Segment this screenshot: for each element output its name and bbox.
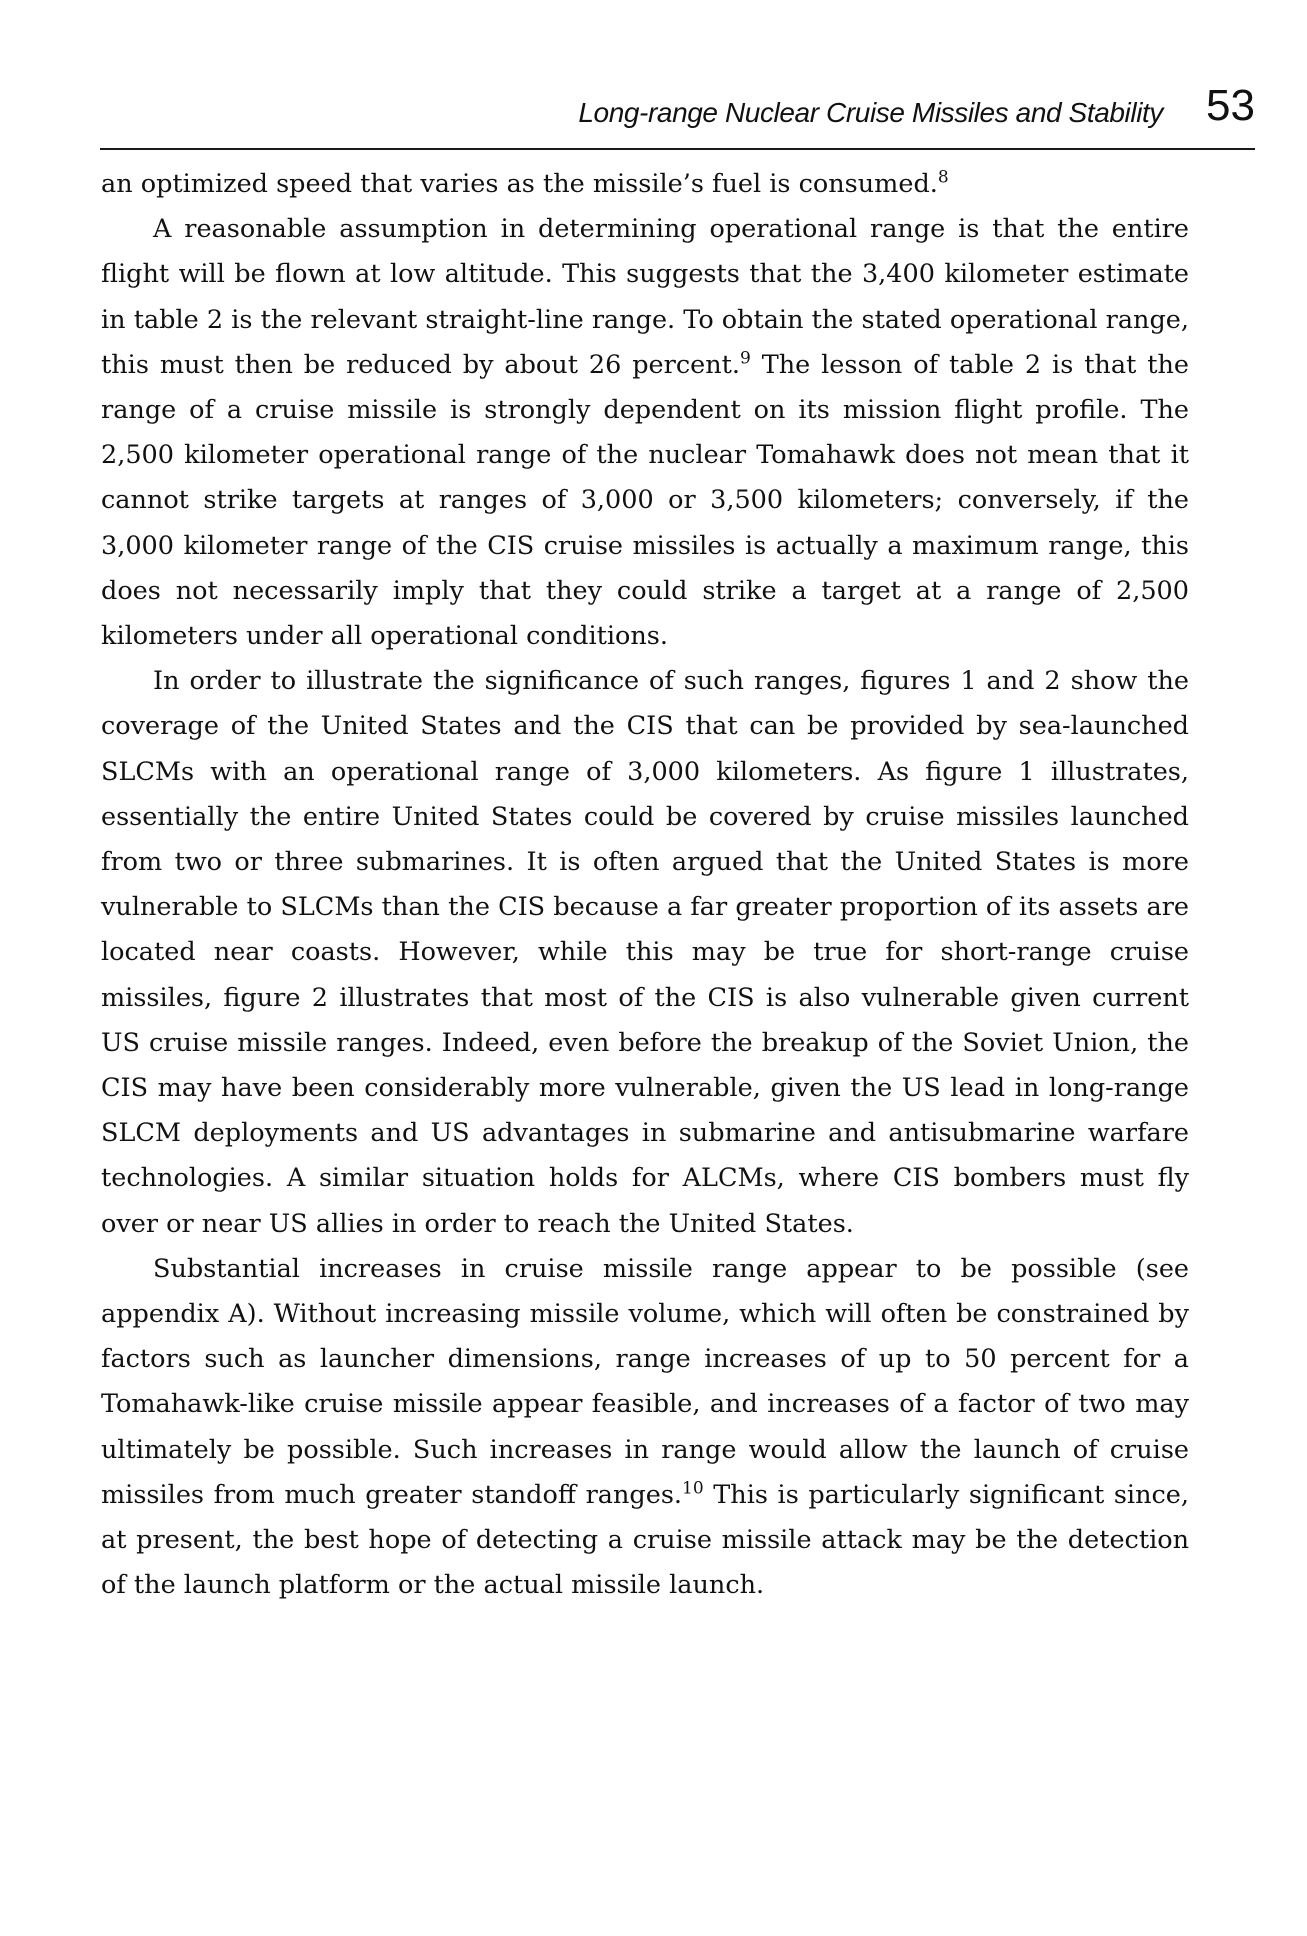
paragraph-operational-range [101, 207, 1189, 659]
text-segment: In order to illustrate the significance of such ranges, figures 1 and 2 show the coverage of the United States and the CIS that can be provided by sea-launched SLCMs with an operational range of 3,000 kilometers. As figure 1 illustrates, essentially the entire United States could be covered by cruise missiles launched from two or three submarines. It is often argued that the United States is more vulnerable to SLCMs than the CIS because a far greater proportion of its assets are located near coasts. However, while this may be true for short-range cruise missiles, figure 2 illustrates that most of the CIS is also vulnerable given current US cruise missile ranges. Indeed, even before the breakup of the Soviet Union, the CIS may have been considerably more vulnerable, given the US lead in long-range SLCM deployments and US advantages in submarine and antisubmarine warfare technologies. A similar situation holds for ALCMs, where CIS bombers must fly over or near US allies in order to reach the United States. [101, 666, 1189, 1239]
running-title: Long-range Nuclear Cruise Missiles and Stability [578, 97, 1163, 128]
paragraph-coverage [101, 659, 1189, 1247]
text-segment: The lesson of table 2 is that the range of a cruise missile is strongly dependent on its mission flight profile. The 2,500 kilometer operational range of the nuclear Tomahawk does not mean that it cannot strike targets at ranges of 3,000 or 3,500 kilometers; conversely, if the 3,000 kilometer range of the CIS cruise missiles is actually a maximum range, this does not necessarily imply that they could strike a target at a range of 2,500 kilometers under all operational conditions. [101, 349, 1189, 652]
paragraph-continuation [101, 162, 1189, 207]
footnote-ref-10: 10 [682, 1478, 704, 1499]
running-header [100, 81, 1255, 150]
text-segment: Substantial increases in cruise missile range appear to be possible (see appendix A). Without increasing missile volume, which will often be constrained by factors such as launcher dimensions, range increases of up to 50 percent for a Tomahawk-like cruise missile appear feasible, and increases of a factor of two may ultimately be possible. Such increases in range would allow the launch of cruise missiles from much greater standoff ranges. [101, 1253, 1189, 1510]
text-segment: an optimized speed that varies as the missile’s fuel is consumed. [101, 169, 938, 199]
footnote-ref-9: 9 [739, 348, 751, 369]
text-segment: This is particularly significant since, at present, the best hope of detecting a cruise missile attack may be the detection of the launch platform or the actual missile launch. [101, 1479, 1189, 1601]
page-number: 53 [1206, 81, 1255, 130]
paragraph-range-increases [101, 1247, 1189, 1609]
body-text [101, 162, 1189, 1609]
footnote-ref-8: 8 [937, 167, 949, 188]
text-segment: A reasonable assumption in determining operational range is that the entire flight will be flown at low altitude. This suggests that the 3,400 kilometer estimate in table 2 is the relevant straight-line range. To obtain the stated operational range, this must then be reduced by about 26 percent. [101, 214, 1189, 380]
